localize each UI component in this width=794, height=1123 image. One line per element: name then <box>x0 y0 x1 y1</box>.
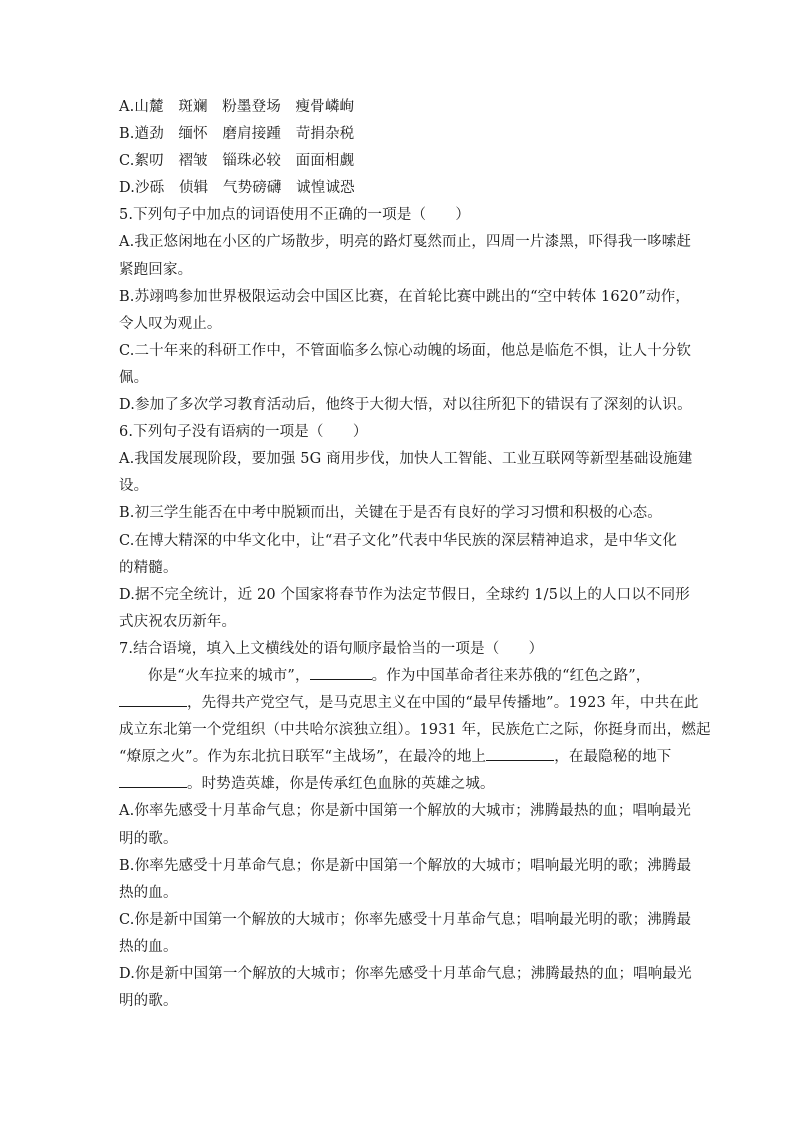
q7-line: 明的歌。 <box>119 993 178 1010</box>
q5-stem: 5.下列句子中加点的词语使用不正确的一项是（ ） <box>119 207 471 224</box>
fill-blank[interactable] <box>486 744 554 761</box>
q7-passage-line <box>119 663 675 690</box>
passage-text: ，先得共产党空气，是马克思主义在中国的“最早传播地”。1923 年，中共在此 <box>187 695 699 712</box>
fill-blank[interactable] <box>310 663 372 680</box>
exam-page <box>119 94 711 1015</box>
fill-blank[interactable] <box>119 771 187 788</box>
q7-line: A.你率先感受十月革命气息；你是新中国第一个解放的大城市；沸腾最热的血；唱响最光 <box>119 803 692 820</box>
q4-option-b: B.遒劲 缅怀 磨肩接踵 苛捐杂税 <box>119 126 355 143</box>
q5-line: 紧跑回家。 <box>119 261 193 278</box>
q7-passage-line <box>119 744 675 771</box>
q7-line: B.你率先感受十月革命气息；你是新中国第一个解放的大城市；唱响最光明的歌；沸腾最 <box>119 857 692 874</box>
q7-passage-line: 成立东北第一个党组织（中共哈尔滨独立组）。1931 年，民族危亡之际，你挺身而出，燃起 <box>119 722 711 739</box>
passage-text: 。时势造英雄，你是传承红色血脉的英雄之城。 <box>187 776 495 793</box>
q6-line: A.我国发展现阶段，要加强 5G 商用步伐，加快人工智能、工业互联网等新型基础设施建 <box>119 451 693 468</box>
q5-line: A.我正悠闲地在小区的广场散步，明亮的路灯戛然而止，四周一片漆黑，吓得我一哆嗦赶 <box>119 234 692 251</box>
passage-text: 。作为中国革命者往来苏俄的“红色之路”， <box>371 667 651 684</box>
q7-line: C.你是新中国第一个解放的大城市；你率先感受十月革命气息；唱响最光明的歌；沸腾最 <box>119 911 692 928</box>
q5-line: B.苏翊鸣参加世界极限运动会中国区比赛，在首轮比赛中跳出的“空中转体 1620”动作， <box>119 288 691 305</box>
q7-stem: 7.结合语境，填入上文横线处的语句顺序最恰当的一项是（ ） <box>119 640 544 657</box>
q6-line: 设。 <box>119 478 149 495</box>
q4-option-c: C.絮叨 褶皱 锱珠必较 面面相觑 <box>119 153 355 170</box>
passage-text: ，在最隐秘的地下 <box>554 749 672 766</box>
q6-line: C.在博大精深的中华文化中，让“君子文化”代表中华民族的深层精神追求，是中华文化 <box>119 532 678 549</box>
q5-line: 佩。 <box>119 369 149 386</box>
q5-line: D.参加了多次学习教育活动后，他终于大彻大悟，对以往所犯下的错误有了深刻的认识。 <box>119 397 692 414</box>
q7-line: 热的血。 <box>119 884 178 901</box>
q6-line: 的精髓。 <box>119 559 178 576</box>
q7-line: 明的歌。 <box>119 830 178 847</box>
q7-line: D.你是新中国第一个解放的大城市；你率先感受十月革命气息；沸腾最热的血；唱响最光 <box>119 966 692 982</box>
q7-passage-line <box>119 690 699 717</box>
q5-line: 令人叹为观止。 <box>119 315 222 332</box>
q6-line: B.初三学生能否在中考中脱颖而出，关键在于是否有良好的学习习惯和积极的心态。 <box>119 505 662 522</box>
passage-text: “燎原之火”。作为东北抗日联军“主战场”，在最冷的地上 <box>119 749 487 766</box>
q6-line: D.据不完全统计，近 20 个国家将春节作为法定节假日，全球约 1/5以上的人口以不同形 <box>119 586 690 603</box>
q4-option-a: A.山麓 斑斓 粉墨登场 瘦骨嶙峋 <box>119 99 355 115</box>
passage-text: 你是“火车拉来的城市”， <box>148 667 310 684</box>
q6-stem: 6.下列句子没有语病的一项是（ ） <box>119 424 368 441</box>
q5-line: C.二十年来的科研工作中，不管面临多么惊心动魄的场面，他总是临危不惧，让人十分钦 <box>119 342 692 359</box>
q4-option-d: D.沙砾 侦辑 气势磅礴 诚惶诚恐 <box>119 180 355 197</box>
q7-passage-line <box>119 771 675 798</box>
fill-blank[interactable] <box>119 690 187 707</box>
q7-line: 热的血。 <box>119 938 178 955</box>
q6-line: 式庆祝农历新年。 <box>119 613 237 630</box>
